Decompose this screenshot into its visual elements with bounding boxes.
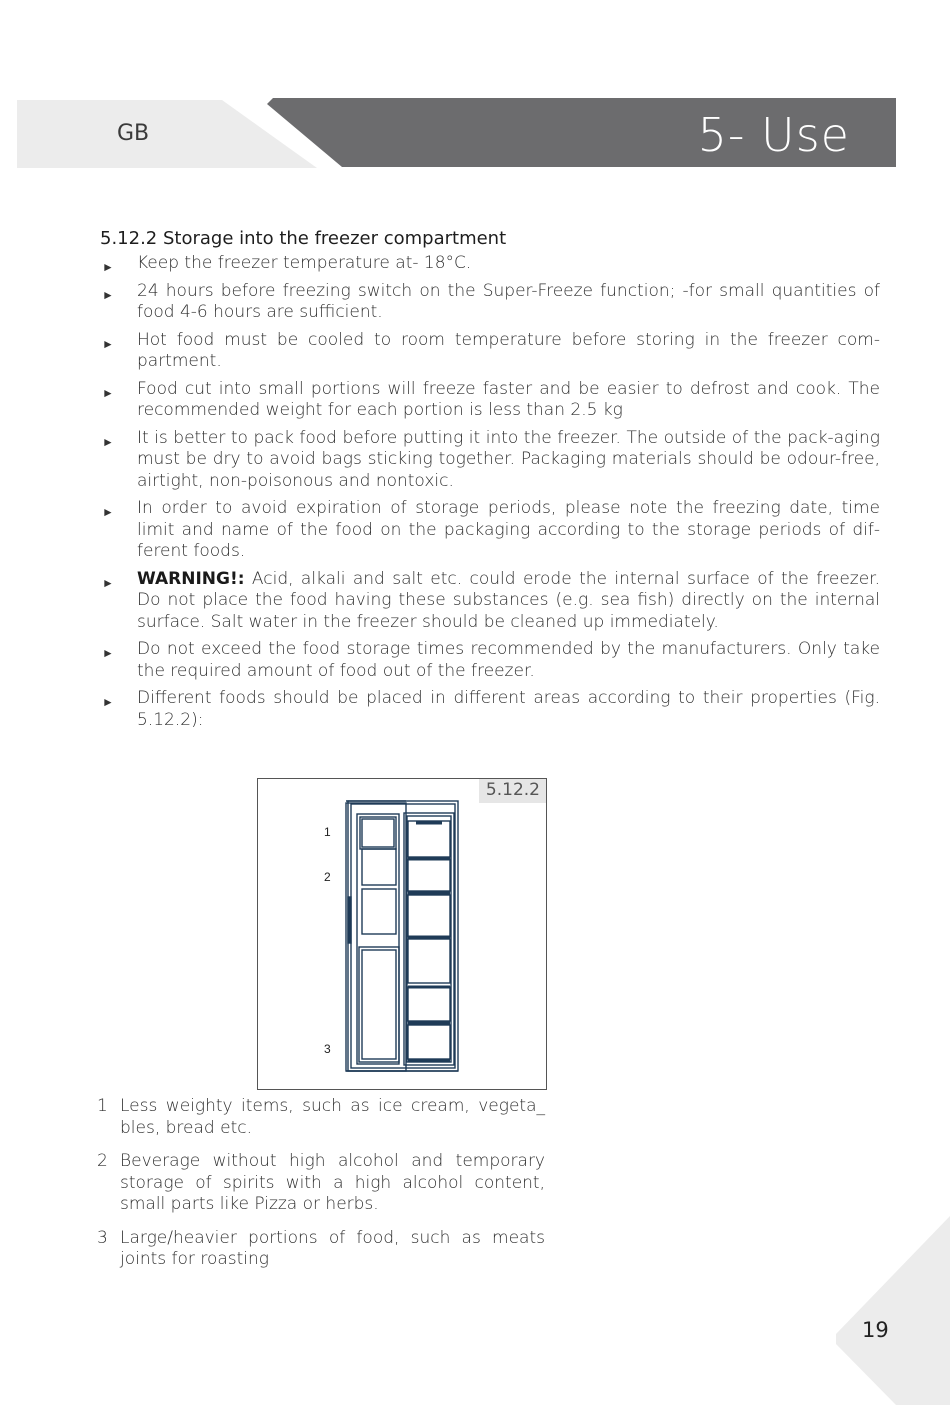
list-item: ► Hot food must be cooled to room temperature before storing in the freezer com-partment.: [102, 329, 880, 371]
chapter-title: 5- Use: [697, 108, 850, 162]
list-item-warning: ► WARNING!: Acid, alkali and salt etc. could erode the internal surface of the freezer. Do not place the food having these substances (e.g. sea fish) directly on the internal surface. Salt water in the freezer should be cleaned up immediately.: [102, 568, 880, 632]
bullet-triangle-icon: ►: [102, 695, 114, 709]
list-item: ► Do not exceed the food storage times recommended by the manufacturers. Only take the required amount of food out of the freezer.: [102, 639, 880, 681]
callout-2: 2: [324, 870, 331, 884]
region-code: GB: [117, 121, 150, 146]
figure-freezer-layout: [257, 778, 547, 1090]
bullet-triangle-icon: ►: [102, 646, 114, 660]
list-item: ► Different foods should be placed in different areas according to their properties (Fig. 5.12.2):: [102, 688, 880, 730]
list-item: ► It is better to pack food before putting it into the freezer. The outside of the pack-aging must be dry to avoid bags sticking together. Packaging materials should be odour-free, airtight, non-poisonous and nontoxic.: [102, 427, 880, 491]
callout-3: 3: [324, 1042, 331, 1056]
page-number: 19: [862, 1318, 889, 1342]
header-region-tab: [17, 100, 317, 168]
figure-label: 5.12.2: [479, 779, 546, 803]
bullet-triangle-icon: ►: [102, 434, 114, 449]
bullet-triangle-icon: ►: [102, 287, 114, 302]
bullet-triangle-icon: ►: [102, 505, 114, 519]
list-item: ► In order to avoid expiration of storage periods, please note the freezing date, time limit and name of the food on the packaging according to the storage periods of dif-ferent foods.: [102, 498, 880, 561]
legend-item: 3 Large/heavier portions of food, such as meats joints for roasting: [97, 1227, 545, 1269]
list-item: ► 24 hours before freezing switch on the Super-Freeze function; -for small quantities of food 4-6 hours are sufficient.: [102, 280, 880, 322]
bullet-triangle-icon: ►: [102, 260, 114, 274]
bullet-triangle-icon: ►: [102, 385, 114, 400]
legend-item: 2 Beverage without high alcohol and temporary storage of spirits with a high alcohol content, small parts like Pizza or herbs.: [97, 1151, 545, 1214]
list-item: ► Keep the freezer temperature at- 18°C.: [100, 253, 880, 275]
fridge-illustration: [258, 779, 548, 1091]
section-title: 5.12.2 Storage into the freezer compartment: [100, 228, 507, 249]
corner-decoration: [836, 1216, 950, 1405]
legend-item: 1 Less weighty items, such as ice cream, vegeta_ bles, bread etc.: [97, 1096, 545, 1138]
warning-label: WARNING!:: [137, 568, 245, 589]
callout-1: 1: [324, 825, 331, 839]
instruction-list: [100, 253, 880, 737]
list-item: ► Food cut into small portions will freeze faster and be easier to defrost and cook. The recommended weight for each portion is less than 2.5 kg: [102, 378, 880, 420]
bullet-triangle-icon: ►: [102, 575, 114, 590]
bullet-triangle-icon: ►: [102, 336, 114, 351]
figure-legend: [97, 1096, 545, 1283]
